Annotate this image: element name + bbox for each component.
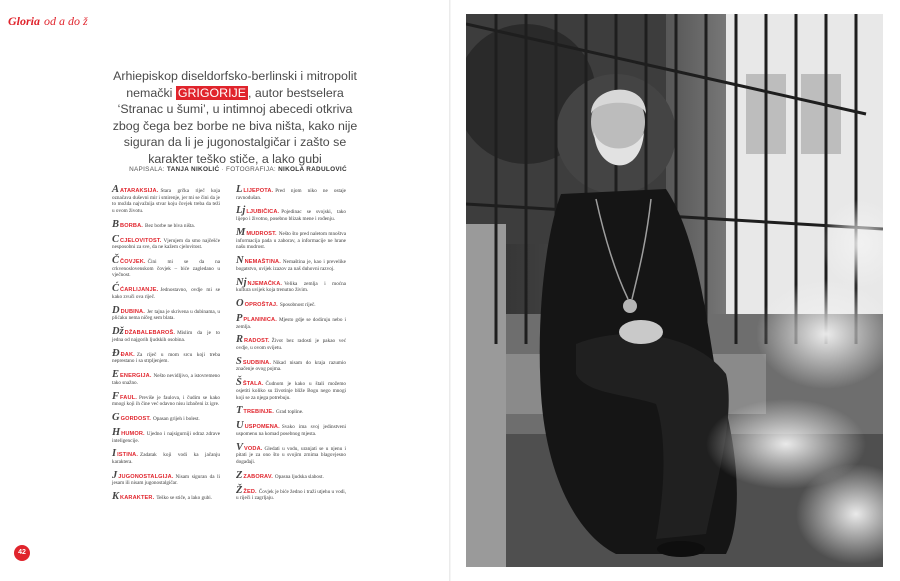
entry-text: Nešto nevidljivo, a istovremeno tako snažno. bbox=[112, 373, 220, 386]
page-number: 42 bbox=[14, 545, 30, 561]
abc-entry bbox=[112, 328, 220, 343]
abc-entry bbox=[236, 226, 346, 251]
entry-text: Previše je faulova, i čudim se kako mnogi koji ih čine već odavno nisu izbačeni iz igre. bbox=[112, 394, 220, 408]
entry-letter: I bbox=[112, 448, 117, 460]
entry-text: Svako ima svoj jedinstveni uspomenu na komad posebnog mjesta. bbox=[236, 424, 346, 437]
abc-column-left bbox=[112, 186, 220, 508]
intro-highlight-name: GRIGORIJE bbox=[177, 85, 246, 100]
entry-text: Čovjek je biće žedno i traži utjehu u vodi, u riječi i zagrljaju. bbox=[236, 488, 346, 502]
abc-entry bbox=[236, 257, 346, 272]
entry-text: Sposobnost riječ. bbox=[279, 302, 316, 309]
entry-letter: Lj bbox=[236, 205, 246, 217]
abc-entry bbox=[112, 285, 220, 300]
entry-term: SUDBINA. bbox=[242, 359, 272, 366]
entry-text: Vjerujem da smo najčešće nesposobni za sve, da ne kažem cjelovitost. bbox=[112, 237, 220, 251]
entry-letter: Š bbox=[236, 377, 242, 389]
byline bbox=[118, 166, 358, 173]
abc-entry bbox=[112, 257, 220, 279]
entry-letter: O bbox=[236, 298, 244, 310]
entry-letter: A bbox=[112, 184, 120, 195]
entry-term: ATARAKSIJA. bbox=[120, 188, 159, 194]
entry-term: JUGONOSTALGIJA. bbox=[118, 473, 174, 480]
entry-term: NJEMAČKA. bbox=[247, 280, 283, 287]
entry-letter: E bbox=[112, 369, 120, 381]
entry-term: ĐAK. bbox=[120, 351, 135, 358]
portrait-photo bbox=[466, 14, 883, 567]
writer-name: TANJA NIKOLIĆ bbox=[166, 166, 220, 173]
abc-entry bbox=[236, 300, 346, 309]
entry-term: ISTINA. bbox=[117, 452, 139, 459]
entry-letter: Č bbox=[112, 255, 120, 267]
entry-letter: H bbox=[112, 426, 121, 438]
abc-column-right bbox=[236, 186, 346, 508]
section-title: od a do ž bbox=[44, 14, 88, 28]
entry-term: CJELOVITOST. bbox=[120, 237, 162, 244]
abc-entry bbox=[236, 355, 346, 373]
page-header bbox=[8, 14, 88, 28]
entry-letter: P bbox=[236, 312, 243, 324]
entry-text: Opasan grijeh i bolest. bbox=[153, 416, 200, 423]
abc-entry bbox=[112, 371, 220, 386]
entry-text: Nešto što pred naletom mnoštva informacija pada u zaborav, a informacije ne hrane našu mudrost. bbox=[236, 230, 346, 251]
entry-letter: S bbox=[236, 355, 242, 367]
entry-letter: Ž bbox=[236, 484, 243, 496]
abc-entry bbox=[236, 207, 346, 222]
entry-text: Čini mi se da na crkvenoslovenskom čovjek – biće zagledano u vječnost. bbox=[112, 259, 220, 279]
entry-text: Nikad nisam do kraja razumio značenje ovog pojma. bbox=[236, 359, 346, 373]
abc-entry bbox=[112, 218, 220, 230]
entry-text: Gledati u vodu, uranjati se u njenu i pitati je za ono što u svojim zrnima blagovjesno događaji. bbox=[236, 445, 346, 465]
abc-entry bbox=[112, 390, 220, 408]
entry-term: ENERGIJA. bbox=[120, 373, 152, 380]
entry-text: Ujedno i najsigurniji odraz zdrave inteligencije. bbox=[112, 430, 220, 444]
entry-term: TREBINJE. bbox=[243, 409, 274, 416]
entry-text: Mislim da je to jedna od najgorih ljudskih osobina. bbox=[112, 330, 220, 343]
intro-paragraph bbox=[104, 68, 366, 168]
abc-entry bbox=[112, 233, 220, 251]
entry-term: FAUL. bbox=[120, 394, 137, 401]
entry-letter: C bbox=[112, 233, 120, 245]
abc-entry bbox=[236, 276, 346, 294]
spread-gutter bbox=[449, 0, 451, 581]
entry-letter: Đ bbox=[112, 347, 120, 359]
entry-term: VODA. bbox=[244, 445, 263, 452]
magazine-brand: Gloria bbox=[8, 14, 41, 28]
entry-text: Zadatak koji vodi ka jačanju karaktera. bbox=[112, 452, 220, 465]
abc-entry bbox=[112, 426, 220, 444]
abc-entry bbox=[112, 347, 220, 365]
entry-letter: N bbox=[236, 255, 244, 267]
entry-text: Nemaština je, kao i prevelike bogatstvo, uvijek izazov za naš duhovni razvoj. bbox=[236, 259, 346, 272]
entry-text: Jednostavno, ovdje mi se kako zvuči ova riječ. bbox=[112, 287, 220, 300]
abc-entry bbox=[236, 469, 346, 481]
entry-term: KARAKTER. bbox=[120, 495, 155, 502]
abc-entry bbox=[112, 414, 220, 423]
abc-entry bbox=[236, 484, 346, 502]
entry-letter: V bbox=[236, 441, 244, 453]
entry-term: PLANINICA. bbox=[243, 316, 277, 323]
entry-letter: D bbox=[112, 304, 120, 316]
entry-term: LJUBIČICA. bbox=[246, 209, 280, 216]
byline-separator: · bbox=[221, 166, 224, 173]
entry-text: Nisam siguran da li jesam ili nisam jugonostalgičar. bbox=[112, 473, 220, 487]
abc-entry bbox=[112, 469, 220, 487]
photographer-name: NIKOLA RADULOVIĆ bbox=[278, 166, 347, 173]
abc-entry bbox=[112, 450, 220, 465]
entry-text: Opasna ljudska slabost. bbox=[274, 473, 324, 480]
entry-term: BORBA. bbox=[120, 222, 143, 229]
entry-term: HUMOR. bbox=[121, 430, 145, 437]
entry-text: Mjesto gdje se dodiruju nebo i zemlja. bbox=[236, 316, 346, 330]
entry-term: RADOST. bbox=[244, 338, 270, 345]
entry-letter: M bbox=[236, 226, 246, 238]
entry-text: Pred njom niko ne ostaje ravnodušan. bbox=[236, 188, 346, 201]
abc-entry bbox=[236, 186, 346, 201]
entry-letter: J bbox=[112, 469, 118, 481]
entry-text: Jer tajna je skrivena u dubinama, u plićaku nema ničeg sem blata. bbox=[112, 308, 220, 322]
entry-letter: T bbox=[236, 405, 243, 417]
abc-entry bbox=[112, 186, 220, 214]
entry-term: DUBINA. bbox=[120, 308, 145, 315]
entry-term: GORDOST. bbox=[120, 416, 152, 423]
entry-text: Teško se stiče, a lako gubi. bbox=[156, 495, 212, 502]
entry-letter: Dž bbox=[112, 326, 124, 338]
abc-entry bbox=[236, 422, 346, 437]
entry-text: Bez borbe ne biva ništa. bbox=[144, 222, 195, 229]
abc-entry bbox=[236, 441, 346, 466]
entry-text: Stara grčka riječ koja označava duševni mir i smirenje, jer mi se čini da je to možda najvažnija stvar koju čovjek treba da teži u ovom životu. bbox=[112, 188, 220, 214]
entry-letter: B bbox=[112, 218, 120, 230]
entry-text: Grad topline. bbox=[276, 409, 304, 416]
entry-term: DŽABALEBAROŠ. bbox=[124, 330, 176, 337]
entry-term: OPROŠTAJ. bbox=[244, 302, 278, 309]
entry-term: ČOVJEK. bbox=[120, 259, 146, 266]
entry-term: ŽED. bbox=[243, 488, 257, 495]
entry-letter: L bbox=[236, 184, 243, 195]
entry-text: Pojedinac se svojski, tako lijepo i životno, posebno blizak mene i rođenju. bbox=[236, 209, 346, 223]
entry-letter: G bbox=[112, 412, 120, 424]
entry-letter: U bbox=[236, 420, 244, 432]
abc-entry bbox=[236, 312, 346, 330]
intro-part-1: Arhiepiskop diseldorfsko-berlinski i mitropolit nemački bbox=[113, 69, 357, 100]
abc-entry bbox=[236, 336, 346, 351]
photo-label: FOTOGRAFIJA: bbox=[226, 166, 277, 173]
entry-term: USPOMENA. bbox=[244, 424, 280, 431]
entry-letter: Nj bbox=[236, 276, 247, 288]
entry-term: NEMAŠTINA. bbox=[244, 259, 281, 266]
entry-letter: Ć bbox=[112, 283, 120, 295]
entry-text: Život bez radosti je pakao već ovdje, u ovom svijetu. bbox=[236, 338, 346, 351]
entry-term: ZABORAV. bbox=[243, 473, 273, 480]
abc-entry bbox=[112, 493, 220, 502]
entry-letter: Z bbox=[236, 469, 243, 481]
entry-term: ĆARLIJANJE. bbox=[120, 287, 159, 294]
entry-term: LIJEPOTA. bbox=[243, 188, 274, 194]
written-label: NAPISALA: bbox=[129, 166, 165, 173]
entry-letter: F bbox=[112, 390, 120, 402]
entry-text: Za riječ u mom srcu koji treba neprestano i sa strpljenjem. bbox=[112, 351, 220, 365]
entry-text: Čudnom je kako u štali možemo osjetiti koliko su životinje bliže Bogu nego mnogi koji se za njega potrebuju. bbox=[236, 381, 346, 401]
entry-letter: K bbox=[112, 491, 120, 503]
abc-entry bbox=[236, 379, 346, 401]
entry-text: Velika zemlja i moćna kultura uvijek koja trenutno živim. bbox=[236, 280, 346, 294]
abc-entry bbox=[236, 407, 346, 416]
entry-term: ŠTALA. bbox=[242, 381, 264, 388]
entry-letter: R bbox=[236, 334, 244, 346]
abc-entry bbox=[112, 304, 220, 322]
portrait-illustration bbox=[466, 14, 883, 567]
entry-term: MUDROST. bbox=[246, 230, 277, 237]
intro-part-2: , autor bestselera ‘Stranac u šumi’, u intimnoj abecedi otkriva zbog čega bez borbe ne biva ništa, kako nije siguran da li je jugonostalgičar i zašto se karakter teško stiče, a lako gubi bbox=[112, 85, 358, 166]
